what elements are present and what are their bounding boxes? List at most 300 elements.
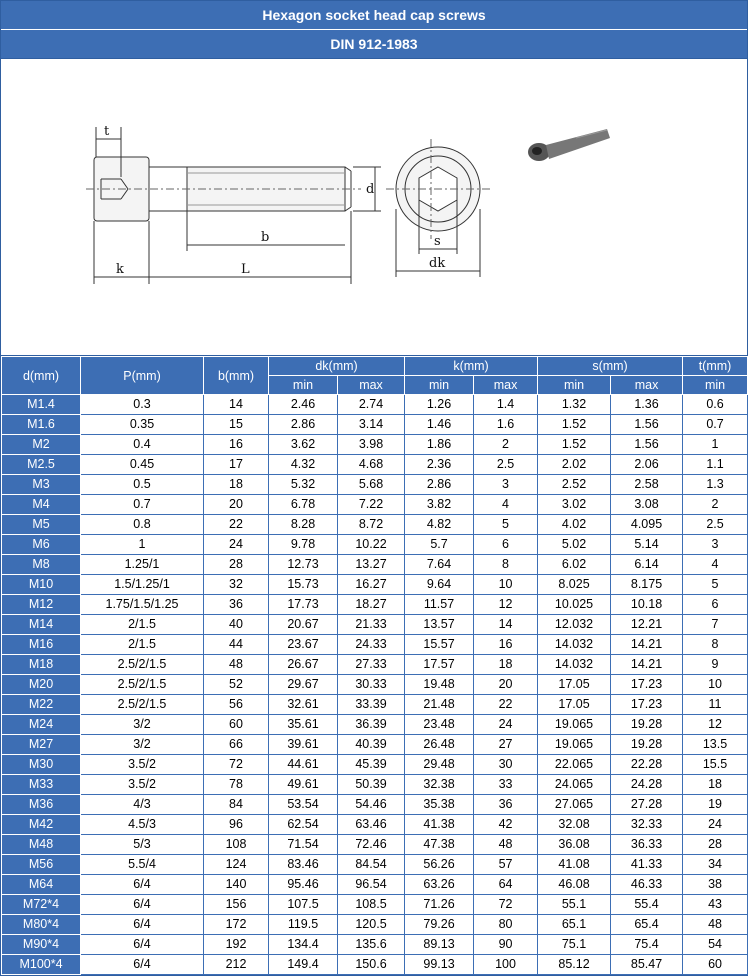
table-cell: 3.5/2: [81, 775, 204, 795]
table-cell: 1.1: [683, 455, 748, 475]
table-cell: 3: [683, 535, 748, 555]
table-cell: 36: [474, 795, 538, 815]
table-cell: 16: [474, 635, 538, 655]
table-cell: 172: [204, 915, 269, 935]
table-cell: 55.1: [538, 895, 611, 915]
table-cell: 17.57: [405, 655, 474, 675]
table-cell: 41.33: [611, 855, 683, 875]
table-cell: 48: [683, 915, 748, 935]
table-cell: 15: [204, 415, 269, 435]
table-cell: 63.46: [338, 815, 405, 835]
size-cell: M2.5: [2, 455, 81, 475]
size-cell: M100*4: [2, 955, 81, 975]
table-cell: 0.4: [81, 435, 204, 455]
size-cell: M1.4: [2, 395, 81, 415]
table-cell: 108: [204, 835, 269, 855]
table-cell: 5.14: [611, 535, 683, 555]
table-cell: 0.8: [81, 515, 204, 535]
table-row: [2, 935, 748, 955]
table-cell: 8.025: [538, 575, 611, 595]
label-k: k: [116, 262, 124, 277]
table-cell: 44.61: [269, 755, 338, 775]
table-cell: 48: [474, 835, 538, 855]
table-row: [2, 795, 748, 815]
table-cell: 6: [474, 535, 538, 555]
table-cell: 149.4: [269, 955, 338, 975]
table-cell: 23.48: [405, 715, 474, 735]
table-cell: 78: [204, 775, 269, 795]
table-cell: 38: [683, 875, 748, 895]
table-cell: 8.72: [338, 515, 405, 535]
table-cell: 2: [683, 495, 748, 515]
table-cell: 1.3: [683, 475, 748, 495]
table-cell: 2.86: [405, 475, 474, 495]
table-cell: 4.5/3: [81, 815, 204, 835]
table-cell: 100: [474, 955, 538, 975]
table-cell: 6/4: [81, 875, 204, 895]
table-cell: 16: [204, 435, 269, 455]
table-cell: 83.46: [269, 855, 338, 875]
table-cell: 6.78: [269, 495, 338, 515]
table-body: [2, 395, 748, 975]
table-cell: 4: [683, 555, 748, 575]
table-cell: 34: [683, 855, 748, 875]
table-cell: 156: [204, 895, 269, 915]
table-cell: 8: [474, 555, 538, 575]
table-cell: 124: [204, 855, 269, 875]
table-cell: 36.39: [338, 715, 405, 735]
table-cell: 17: [204, 455, 269, 475]
table-cell: 10.025: [538, 595, 611, 615]
table-row: [2, 555, 748, 575]
table-cell: 24.065: [538, 775, 611, 795]
table-cell: 119.5: [269, 915, 338, 935]
table-cell: 18: [683, 775, 748, 795]
table-cell: 3/2: [81, 715, 204, 735]
table-cell: 1.36: [611, 395, 683, 415]
table-cell: 17.05: [538, 695, 611, 715]
table-row: [2, 495, 748, 515]
table-cell: 1: [683, 435, 748, 455]
table-cell: 2.5/2/1.5: [81, 675, 204, 695]
table-cell: 96: [204, 815, 269, 835]
label-s: s: [434, 234, 441, 249]
table-cell: 32.38: [405, 775, 474, 795]
table-cell: 1.56: [611, 435, 683, 455]
k-min: min: [405, 376, 474, 395]
page-title: Hexagon socket head cap screws: [1, 1, 747, 29]
label-b: b: [261, 230, 270, 245]
table-cell: 0.45: [81, 455, 204, 475]
col-k: k(mm): [405, 357, 538, 376]
table-cell: 4.32: [269, 455, 338, 475]
table-cell: 2.5: [683, 515, 748, 535]
table-cell: 47.38: [405, 835, 474, 855]
table-cell: 7.64: [405, 555, 474, 575]
table-cell: 14: [204, 395, 269, 415]
table-row: [2, 475, 748, 495]
table-cell: 10: [683, 675, 748, 695]
table-cell: 89.13: [405, 935, 474, 955]
table-cell: 23.67: [269, 635, 338, 655]
table-row: [2, 915, 748, 935]
table-row: [2, 735, 748, 755]
table-cell: 0.3: [81, 395, 204, 415]
table-cell: 63.26: [405, 875, 474, 895]
table-cell: 10.18: [611, 595, 683, 615]
size-cell: M2: [2, 435, 81, 455]
table-cell: 79.26: [405, 915, 474, 935]
table-cell: 27.065: [538, 795, 611, 815]
table-cell: 4.095: [611, 515, 683, 535]
table-cell: 32.08: [538, 815, 611, 835]
table-cell: 1.25/1: [81, 555, 204, 575]
table-cell: 6/4: [81, 895, 204, 915]
table-cell: 19.28: [611, 735, 683, 755]
table-cell: 22: [474, 695, 538, 715]
table-cell: 2.74: [338, 395, 405, 415]
k-max: max: [474, 376, 538, 395]
table-cell: 107.5: [269, 895, 338, 915]
screw-drawing-svg: [1, 59, 747, 355]
table-cell: 20: [474, 675, 538, 695]
col-p: P(mm): [81, 357, 204, 395]
table-cell: 14.21: [611, 655, 683, 675]
table-cell: 22.28: [611, 755, 683, 775]
table-cell: 35.38: [405, 795, 474, 815]
table-cell: 5.32: [269, 475, 338, 495]
table-row: [2, 875, 748, 895]
table-cell: 18: [204, 475, 269, 495]
size-cell: M14: [2, 615, 81, 635]
table-cell: 140: [204, 875, 269, 895]
table-cell: 12: [683, 715, 748, 735]
table-cell: 2/1.5: [81, 615, 204, 635]
technical-drawing: [1, 58, 747, 356]
table-cell: 4.82: [405, 515, 474, 535]
size-cell: M18: [2, 655, 81, 675]
size-cell: M8: [2, 555, 81, 575]
table-cell: 40.39: [338, 735, 405, 755]
table-cell: 6/4: [81, 915, 204, 935]
table-cell: 56.26: [405, 855, 474, 875]
table-cell: 60: [204, 715, 269, 735]
size-cell: M48: [2, 835, 81, 855]
table-row: [2, 895, 748, 915]
table-cell: 28: [204, 555, 269, 575]
table-cell: 150.6: [338, 955, 405, 975]
table-cell: 1.75/1.5/1.25: [81, 595, 204, 615]
size-cell: M6: [2, 535, 81, 555]
table-row: [2, 655, 748, 675]
table-cell: 3.08: [611, 495, 683, 515]
table-cell: 6/4: [81, 935, 204, 955]
size-cell: M10: [2, 575, 81, 595]
size-cell: M33: [2, 775, 81, 795]
table-cell: 18: [474, 655, 538, 675]
table-cell: 96.54: [338, 875, 405, 895]
table-cell: 90: [474, 935, 538, 955]
table-row: [2, 575, 748, 595]
table-cell: 44: [204, 635, 269, 655]
table-cell: 18.27: [338, 595, 405, 615]
table-cell: 85.12: [538, 955, 611, 975]
table-cell: 0.35: [81, 415, 204, 435]
table-cell: 49.61: [269, 775, 338, 795]
header-row-top: [2, 357, 748, 376]
table-cell: 71.26: [405, 895, 474, 915]
table-cell: 4: [474, 495, 538, 515]
s-max: max: [611, 376, 683, 395]
table-cell: 48: [204, 655, 269, 675]
table-cell: 14.032: [538, 635, 611, 655]
table-cell: 2.86: [269, 415, 338, 435]
table-cell: 65.4: [611, 915, 683, 935]
table-row: [2, 675, 748, 695]
table-cell: 1.86: [405, 435, 474, 455]
table-cell: 29.48: [405, 755, 474, 775]
table-cell: 50.39: [338, 775, 405, 795]
table-cell: 2.52: [538, 475, 611, 495]
table-cell: 3.5/2: [81, 755, 204, 775]
table-cell: 28: [683, 835, 748, 855]
table-cell: 16.27: [338, 575, 405, 595]
t-min: min: [683, 376, 748, 395]
table-cell: 57: [474, 855, 538, 875]
table-row: [2, 455, 748, 475]
table-row: [2, 635, 748, 655]
table-cell: 7: [683, 615, 748, 635]
table-row: [2, 835, 748, 855]
table-cell: 1.52: [538, 415, 611, 435]
standard-title: DIN 912-1983: [1, 29, 747, 58]
size-cell: M16: [2, 635, 81, 655]
table-cell: 64: [474, 875, 538, 895]
table-cell: 9: [683, 655, 748, 675]
table-cell: 24: [204, 535, 269, 555]
table-cell: 15.57: [405, 635, 474, 655]
table-cell: 5.02: [538, 535, 611, 555]
table-cell: 20.67: [269, 615, 338, 635]
table-cell: 19.065: [538, 715, 611, 735]
table-cell: 72: [474, 895, 538, 915]
table-cell: 19: [683, 795, 748, 815]
size-cell: M12: [2, 595, 81, 615]
table-cell: 27.33: [338, 655, 405, 675]
table-cell: 21.48: [405, 695, 474, 715]
table-cell: 2.46: [269, 395, 338, 415]
label-l: L: [241, 262, 250, 277]
table-cell: 108.5: [338, 895, 405, 915]
table-cell: 66: [204, 735, 269, 755]
table-row: [2, 855, 748, 875]
table-cell: 60: [683, 955, 748, 975]
table-cell: 2.5/2/1.5: [81, 655, 204, 675]
table-cell: 3.62: [269, 435, 338, 455]
table-cell: 3.02: [538, 495, 611, 515]
table-cell: 8: [683, 635, 748, 655]
table-cell: 53.54: [269, 795, 338, 815]
table-cell: 1.26: [405, 395, 474, 415]
table-cell: 35.61: [269, 715, 338, 735]
table-cell: 42: [474, 815, 538, 835]
table-cell: 14.032: [538, 655, 611, 675]
table-row: [2, 435, 748, 455]
table-cell: 6.02: [538, 555, 611, 575]
table-cell: 40: [204, 615, 269, 635]
table-cell: 36: [204, 595, 269, 615]
table-cell: 30.33: [338, 675, 405, 695]
table-row: [2, 695, 748, 715]
table-cell: 134.4: [269, 935, 338, 955]
table-cell: 24.33: [338, 635, 405, 655]
table-cell: 3: [474, 475, 538, 495]
table-cell: 135.6: [338, 935, 405, 955]
table-cell: 39.61: [269, 735, 338, 755]
table-cell: 11: [683, 695, 748, 715]
table-cell: 65.1: [538, 915, 611, 935]
size-cell: M3: [2, 475, 81, 495]
table-cell: 5: [474, 515, 538, 535]
table-cell: 19.28: [611, 715, 683, 735]
table-cell: 75.4: [611, 935, 683, 955]
table-row: [2, 595, 748, 615]
table-cell: 1.4: [474, 395, 538, 415]
table-cell: 13.27: [338, 555, 405, 575]
table-cell: 36.08: [538, 835, 611, 855]
s-min: min: [538, 376, 611, 395]
size-cell: M5: [2, 515, 81, 535]
table-cell: 3.98: [338, 435, 405, 455]
table-cell: 9.64: [405, 575, 474, 595]
table-cell: 0.6: [683, 395, 748, 415]
table-cell: 32.33: [611, 815, 683, 835]
table-cell: 6.14: [611, 555, 683, 575]
table-cell: 84.54: [338, 855, 405, 875]
table-cell: 55.4: [611, 895, 683, 915]
col-t: t(mm): [683, 357, 748, 376]
table-cell: 32.61: [269, 695, 338, 715]
size-cell: M22: [2, 695, 81, 715]
table-row: [2, 955, 748, 975]
size-cell: M72*4: [2, 895, 81, 915]
table-cell: 62.54: [269, 815, 338, 835]
table-cell: 54: [683, 935, 748, 955]
table-cell: 12.21: [611, 615, 683, 635]
table-row: [2, 395, 748, 415]
table-row: [2, 815, 748, 835]
table-cell: 15.73: [269, 575, 338, 595]
table-cell: 8.28: [269, 515, 338, 535]
size-cell: M24: [2, 715, 81, 735]
size-cell: M42: [2, 815, 81, 835]
table-cell: 2.06: [611, 455, 683, 475]
label-t: t: [104, 124, 110, 139]
table-row: [2, 415, 748, 435]
table-cell: 71.54: [269, 835, 338, 855]
table-cell: 32: [204, 575, 269, 595]
size-cell: M80*4: [2, 915, 81, 935]
size-cell: M30: [2, 755, 81, 775]
table-cell: 2.36: [405, 455, 474, 475]
table-cell: 3.82: [405, 495, 474, 515]
table-cell: 4/3: [81, 795, 204, 815]
table-cell: 12.032: [538, 615, 611, 635]
table-row: [2, 715, 748, 735]
table-cell: 212: [204, 955, 269, 975]
table-cell: 13.5: [683, 735, 748, 755]
col-s: s(mm): [538, 357, 683, 376]
table-cell: 6/4: [81, 955, 204, 975]
table-cell: 22: [204, 515, 269, 535]
table-row: [2, 755, 748, 775]
table-cell: 0.5: [81, 475, 204, 495]
table-cell: 21.33: [338, 615, 405, 635]
table-cell: 36.33: [611, 835, 683, 855]
size-cell: M27: [2, 735, 81, 755]
table-cell: 26.67: [269, 655, 338, 675]
table-row: [2, 515, 748, 535]
table-cell: 17.23: [611, 675, 683, 695]
table-cell: 15.5: [683, 755, 748, 775]
table-cell: 99.13: [405, 955, 474, 975]
col-d: d(mm): [2, 357, 81, 395]
table-cell: 2/1.5: [81, 635, 204, 655]
table-cell: 1: [81, 535, 204, 555]
table-cell: 4.68: [338, 455, 405, 475]
table-cell: 13.57: [405, 615, 474, 635]
label-d: d: [366, 182, 375, 197]
dk-max: max: [338, 376, 405, 395]
table-cell: 29.67: [269, 675, 338, 695]
table-cell: 52: [204, 675, 269, 695]
size-cell: M4: [2, 495, 81, 515]
screw-photo-icon: [528, 129, 610, 161]
table-cell: 46.33: [611, 875, 683, 895]
table-row: [2, 775, 748, 795]
table-cell: 84: [204, 795, 269, 815]
table-cell: 41.38: [405, 815, 474, 835]
table-cell: 1.56: [611, 415, 683, 435]
table-cell: 5.68: [338, 475, 405, 495]
size-cell: M36: [2, 795, 81, 815]
size-cell: M20: [2, 675, 81, 695]
table-cell: 0.7: [683, 415, 748, 435]
table-cell: 1.5/1.25/1: [81, 575, 204, 595]
table-cell: 5.7: [405, 535, 474, 555]
size-cell: M56: [2, 855, 81, 875]
table-cell: 120.5: [338, 915, 405, 935]
table-cell: 1.6: [474, 415, 538, 435]
table-cell: 24: [683, 815, 748, 835]
table-cell: 30: [474, 755, 538, 775]
table-cell: 3.14: [338, 415, 405, 435]
table-cell: 14: [474, 615, 538, 635]
size-cell: M90*4: [2, 935, 81, 955]
label-dk: dk: [429, 256, 446, 271]
table-cell: 72.46: [338, 835, 405, 855]
table-cell: 56: [204, 695, 269, 715]
table-cell: 6: [683, 595, 748, 615]
table-cell: 2.5: [474, 455, 538, 475]
table-cell: 45.39: [338, 755, 405, 775]
dimension-table: [1, 356, 748, 975]
table-cell: 17.23: [611, 695, 683, 715]
table-cell: 17.05: [538, 675, 611, 695]
table-cell: 27: [474, 735, 538, 755]
table-cell: 80: [474, 915, 538, 935]
col-dk: dk(mm): [269, 357, 405, 376]
